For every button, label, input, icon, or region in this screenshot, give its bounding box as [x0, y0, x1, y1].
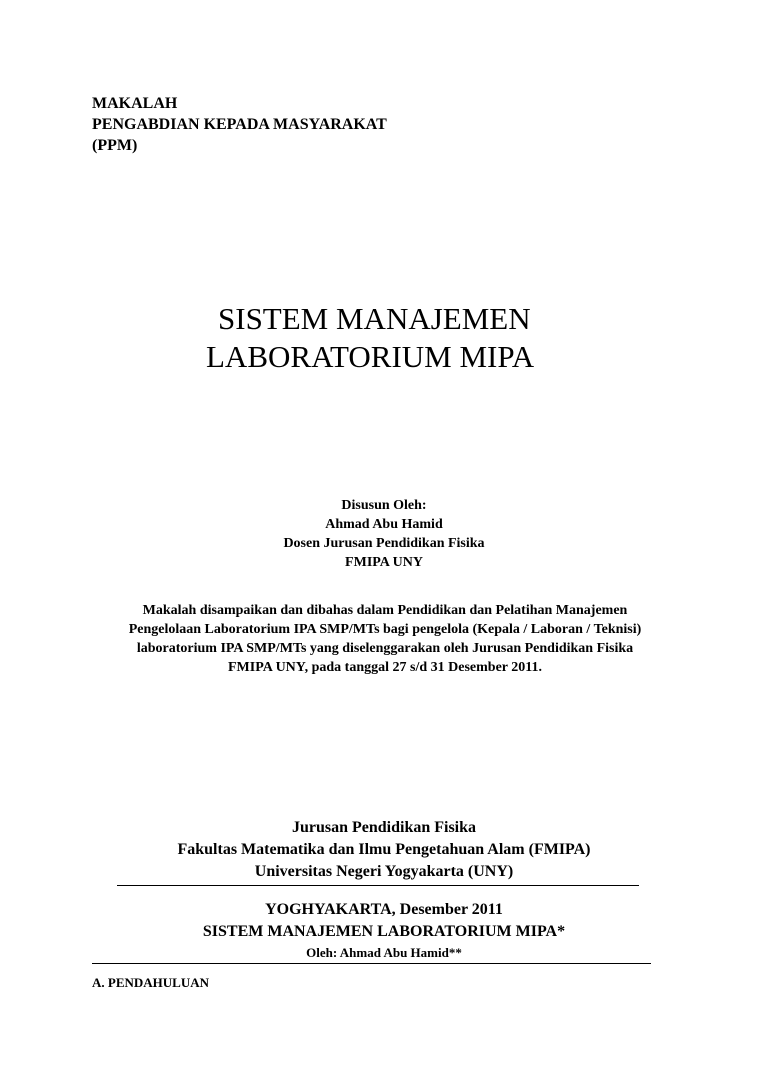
author-block [0, 496, 768, 572]
note-line-2: Pengelolaan Laboratorium IPA SMP/MTs bagi pengelola (Kepala / Laboran / Teknisi) [128, 622, 642, 637]
paper-byline: Oleh: Ahmad Abu Hamid** [306, 945, 462, 960]
header-line-program: PENGABDIAN KEPADA MASYARAKAT [92, 116, 387, 133]
department-name: Jurusan Pendidikan Fisika [291, 819, 477, 836]
author-name: Ahmad Abu Hamid [325, 517, 443, 532]
note-line-3: laboratorium IPA SMP/MTs yang diselenggarakan oleh Jurusan Pendidikan Fisika [136, 641, 634, 656]
header-line-makalah: MAKALAH [92, 95, 178, 112]
document-type-header [92, 93, 387, 156]
presentation-note [80, 601, 690, 677]
note-line-1: Makalah disampaikan dan dibahas dalam Pendidikan dan Pelatihan Manajemen [142, 603, 628, 618]
faculty-name: Fakultas Matematika dan Ilmu Pengetahuan Alam (FMIPA) [177, 841, 591, 858]
divider-upper [117, 885, 639, 886]
prepared-by-label: Disusun Oleh: [341, 498, 427, 513]
paper-title: SISTEM MANAJEMEN LABORATORIUM MIPA* [202, 923, 566, 940]
author-position: Dosen Jurusan Pendidikan Fisika [283, 536, 485, 551]
divider-lower [92, 963, 651, 964]
author-faculty: FMIPA UNY [345, 555, 423, 570]
page-title [0, 300, 768, 376]
section-heading: A. PENDAHULUAN [92, 975, 209, 990]
university-name: Universitas Negeri Yogyakarta (UNY) [254, 863, 514, 880]
title-line-2: LABORATORIUM MIPA [206, 339, 535, 374]
city-date: YOGHYAKARTA, Desember 2011 [265, 901, 503, 918]
institution-block [0, 817, 768, 883]
header-line-abbreviation: (PPM) [92, 137, 138, 154]
note-line-4: FMIPA UNY, pada tanggal 27 s/d 31 Desember 2011. [228, 660, 542, 675]
city-date-block [0, 899, 768, 962]
title-line-1: SISTEM MANAJEMEN [218, 301, 531, 336]
